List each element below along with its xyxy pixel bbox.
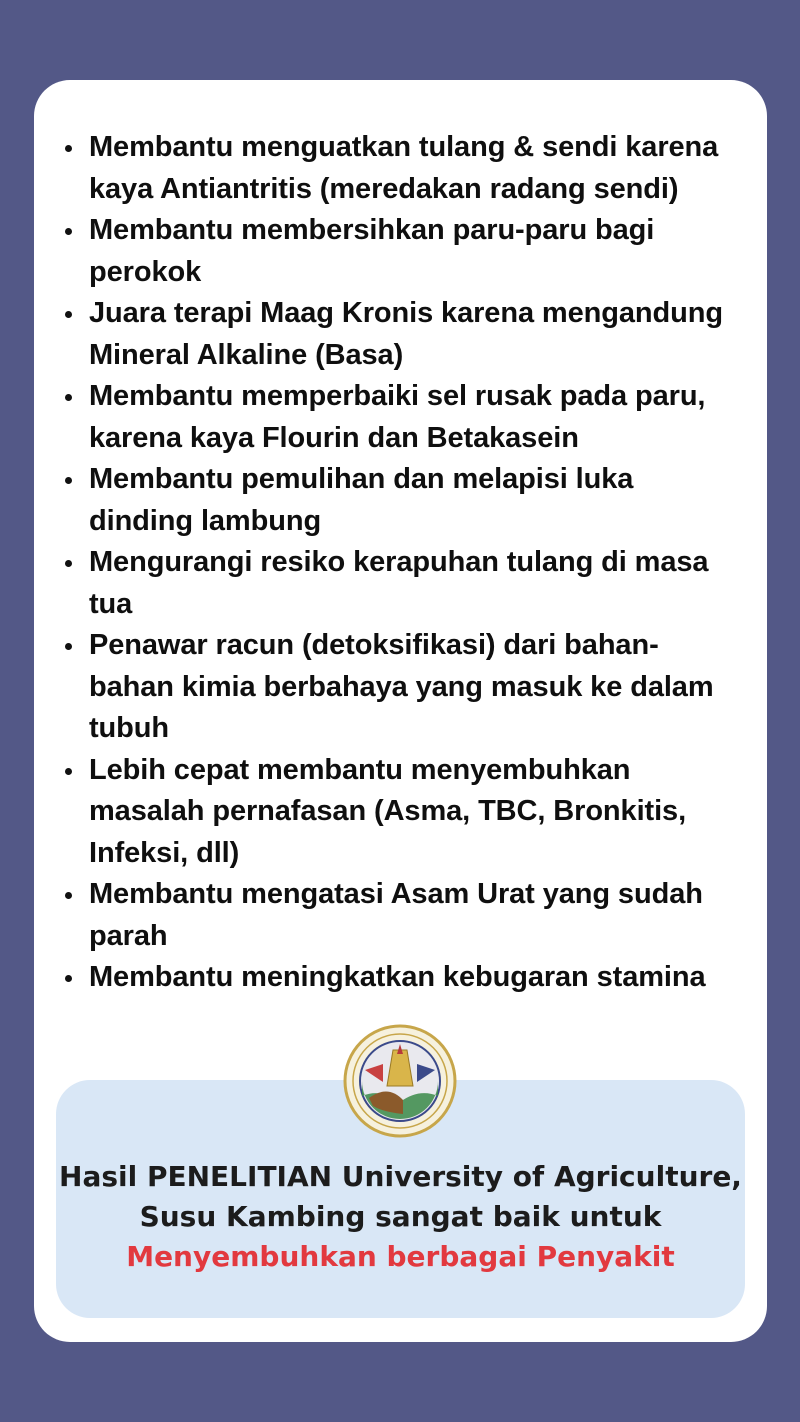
bullet-icon <box>65 477 72 484</box>
list-item: Mengurangi resiko kerapuhan tulang di masa tua <box>54 542 754 625</box>
list-item: Membantu meningkatkan kebugaran stamina <box>54 957 754 999</box>
list-item: Penawar racun (detoksifikasi) dari bahan- bahan kimia berbahaya yang masuk ke dalam tubuh <box>54 625 754 750</box>
bullet-icon <box>65 560 72 567</box>
list-item: Membantu memperbaiki sel rusak pada paru, karena kaya Flourin dan Betakasein <box>54 376 754 459</box>
bullet-icon <box>65 228 72 235</box>
bullet-icon <box>65 145 72 152</box>
list-item: Lebih cepat membantu menyembuhkan masalah pernafasan (Asma, TBC, Bronkitis, Infeksi, dll) <box>54 750 754 875</box>
bullet-icon <box>65 643 72 650</box>
callout-text <box>56 1157 745 1277</box>
list-item: Juara terapi Maag Kronis karena mengandung Mineral Alkaline (Basa) <box>54 293 754 376</box>
list-item: Membantu pemulihan dan melapisi luka dinding lambung <box>54 459 754 542</box>
bullet-icon <box>65 768 72 775</box>
bullet-icon <box>65 892 72 899</box>
list-item: Membantu membersihkan paru-paru bagi perokok <box>54 210 754 293</box>
list-item: Membantu menguatkan tulang & sendi karena kaya Antiantritis (meredakan radang sendi) <box>54 127 754 210</box>
callout-highlight: Menyembuhkan berbagai Penyakit <box>126 1240 675 1273</box>
bullet-icon <box>65 394 72 401</box>
callout-line: Susu Kambing sangat baik untuk <box>139 1200 662 1233</box>
callout-line: Hasil PENELITIAN University of Agriculture, <box>59 1160 742 1193</box>
department-seal-icon <box>343 1024 457 1138</box>
benefits-list <box>54 127 754 999</box>
list-item: Membantu mengatasi Asam Urat yang sudah parah <box>54 874 754 957</box>
bullet-icon <box>65 311 72 318</box>
bullet-icon <box>65 975 72 982</box>
